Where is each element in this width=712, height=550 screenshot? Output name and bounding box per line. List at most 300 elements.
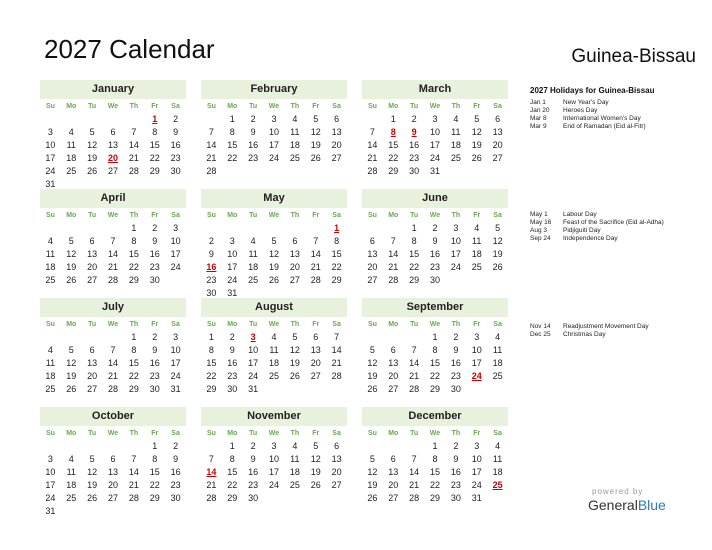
month-header: January	[40, 80, 186, 99]
day-cell: 20	[367, 262, 378, 272]
day-cell: 30	[227, 384, 238, 394]
day-cell: 9	[152, 236, 158, 246]
day-cell: 17	[248, 358, 259, 368]
weekday-label: Su	[367, 103, 377, 110]
day-cell: 15	[128, 358, 139, 368]
day-cell: 4	[474, 223, 480, 233]
weekday-label: We	[107, 430, 119, 437]
day-cell: 22	[128, 262, 139, 272]
day-cell: 24	[45, 166, 56, 176]
day-cell: 28	[128, 493, 139, 503]
month-header: October	[40, 407, 186, 426]
day-cell: 21	[409, 371, 420, 381]
day-cell: 16	[170, 140, 181, 150]
day-cell: 17	[170, 249, 181, 259]
day-cell: 22	[227, 153, 238, 163]
month-november	[201, 407, 347, 505]
day-cell: 27	[289, 275, 300, 285]
weekday-label: Sa	[493, 212, 502, 219]
day-cell: 26	[367, 384, 378, 394]
day-cell: 2	[173, 114, 179, 124]
day-cell: 25	[45, 275, 56, 285]
weekday-label: Tu	[410, 212, 419, 219]
day-cell: 2	[432, 223, 438, 233]
day-cell: 5	[313, 114, 319, 124]
day-cell: 22	[331, 262, 342, 272]
day-cell: 2	[208, 236, 214, 246]
day-cell: 7	[411, 454, 417, 464]
day-cell: 5	[89, 127, 95, 137]
day-cell: 11	[290, 454, 300, 464]
day-cell: 27	[492, 153, 503, 163]
empty-cell	[40, 222, 61, 235]
day-cell: 6	[390, 454, 396, 464]
day-cell: 23	[429, 262, 440, 272]
day-cell: 19	[310, 467, 321, 477]
day-cell: 28	[331, 371, 342, 381]
day-cell: 2	[250, 441, 256, 451]
weekday-label: Su	[45, 321, 55, 328]
day-cell: 29	[409, 275, 420, 285]
day-cell: 31	[429, 166, 440, 176]
day-cell: 26	[87, 493, 98, 503]
holiday-name: Feast of the Sacrifice (Eid al-Adha)	[563, 219, 664, 226]
day-cell: 13	[87, 249, 98, 259]
weekday-label: Th	[129, 321, 139, 328]
empty-cell	[201, 113, 222, 126]
day-cell: 6	[110, 454, 116, 464]
day-cell: 16	[170, 467, 181, 477]
holidays-title: 2027 Holidays for Guinea-Bissau	[530, 86, 655, 95]
day-cell: 11	[269, 345, 279, 355]
day-cell: 11	[66, 140, 76, 150]
day-cell: 26	[367, 493, 378, 503]
day-cell: 19	[87, 480, 98, 490]
day-cell: 9	[453, 454, 459, 464]
day-cell: 10	[248, 345, 259, 355]
day-cell: 18	[289, 140, 300, 150]
day-cell: 26	[471, 153, 482, 163]
day-cell: 24	[268, 480, 279, 490]
day-cell: 3	[173, 223, 179, 233]
day-cell: 27	[367, 275, 378, 285]
day-cell: 4	[495, 441, 501, 451]
weekday-label: Sa	[171, 430, 180, 437]
day-cell: 14	[409, 467, 420, 477]
day-cell: 18	[268, 358, 279, 368]
holiday-name: End of Ramadan (Eid al-Fitr)	[563, 123, 646, 130]
weekday-label: Fr	[473, 212, 481, 219]
day-cell: 27	[331, 153, 342, 163]
day-cell: 2	[453, 332, 459, 342]
day-cell: 23	[206, 275, 217, 285]
holiday-name: Independence Day	[563, 235, 618, 242]
weekday-label: Su	[367, 212, 377, 219]
day-cell: 20	[388, 480, 399, 490]
day-cell: 28	[128, 166, 139, 176]
weekday-label: Th	[290, 321, 300, 328]
month-header: February	[201, 80, 347, 99]
weekday-label: Tu	[88, 430, 97, 437]
holiday-row	[530, 211, 706, 219]
day-cell: 1	[390, 114, 396, 124]
day-cell: 6	[292, 236, 298, 246]
brand-logo	[588, 497, 666, 513]
day-cell: 14	[310, 249, 321, 259]
day-cell: 27	[87, 275, 98, 285]
holiday-name: Heroes Day	[563, 107, 598, 114]
day-cell: 20	[87, 262, 98, 272]
day-cell: 16	[450, 467, 461, 477]
empty-cell	[40, 440, 61, 453]
day-cell: 16	[149, 358, 160, 368]
day-cell: 25	[450, 153, 461, 163]
empty-cell	[40, 331, 61, 344]
empty-cell	[40, 113, 61, 126]
day-cell: 15	[227, 140, 238, 150]
day-cell: 6	[334, 114, 340, 124]
day-cell: 27	[107, 493, 118, 503]
holiday-name: International Women's Day	[563, 115, 641, 122]
day-cell: 8	[152, 127, 158, 137]
day-cell: 15	[128, 249, 139, 259]
day-cell: 26	[87, 166, 98, 176]
day-cell: 3	[271, 441, 277, 451]
month-header: June	[362, 189, 508, 208]
holiday-date: Mar 8	[530, 115, 547, 122]
weekday-label: Tu	[410, 321, 419, 328]
day-cell: 6	[110, 127, 116, 137]
day-cell: 7	[411, 345, 417, 355]
day-cell: 17	[471, 358, 482, 368]
day-cell: 2	[411, 114, 417, 124]
day-cell: 12	[66, 249, 77, 259]
empty-cell	[383, 440, 404, 453]
day-cell: 13	[492, 127, 503, 137]
weekday-label: Sa	[332, 321, 341, 328]
day-cell: 23	[248, 153, 259, 163]
day-cell: 16	[248, 140, 259, 150]
day-cell: 11	[248, 249, 258, 259]
empty-cell	[383, 222, 404, 235]
weekday-label: Sa	[171, 321, 180, 328]
day-cell: 30	[149, 275, 160, 285]
day-cell: 9	[453, 345, 459, 355]
day-cell: 29	[149, 493, 160, 503]
country-name: Guinea-Bissau	[571, 46, 696, 67]
day-cell: 5	[369, 345, 375, 355]
day-cell: 20	[388, 371, 399, 381]
weekday-label: Mo	[388, 321, 399, 328]
day-cell: 22	[409, 262, 420, 272]
weekday-label: Fr	[473, 321, 481, 328]
weekday-label: Mo	[227, 321, 238, 328]
empty-cell	[201, 440, 222, 453]
day-cell: 15	[149, 140, 160, 150]
month-june	[362, 189, 508, 287]
day-cell: 13	[331, 454, 342, 464]
day-cell: 21	[331, 358, 342, 368]
empty-cell	[404, 331, 425, 344]
day-cell: 28	[310, 275, 321, 285]
day-cell: 25	[289, 480, 300, 490]
weekday-label: Th	[129, 103, 139, 110]
weekday-label: Tu	[88, 212, 97, 219]
day-cell: 31	[227, 288, 238, 298]
day-cell: 18	[450, 140, 461, 150]
day-cell: 4	[68, 454, 74, 464]
page-title: 2027 Calendar	[44, 34, 215, 64]
day-cell: 23	[149, 262, 160, 272]
holiday-day: 16	[206, 262, 217, 272]
weekday-label: Tu	[249, 103, 258, 110]
weekday-label: We	[268, 321, 280, 328]
day-cell: 24	[170, 262, 181, 272]
day-cell: 16	[409, 140, 420, 150]
month-header: April	[40, 189, 186, 208]
day-cell: 10	[227, 249, 238, 259]
day-cell: 31	[471, 493, 482, 503]
day-cell: 24	[429, 153, 440, 163]
day-cell: 18	[492, 358, 503, 368]
month-march	[362, 80, 508, 178]
day-cell: 6	[334, 441, 340, 451]
empty-cell	[284, 222, 305, 235]
day-cell: 7	[334, 332, 340, 342]
holiday-list-3	[530, 323, 706, 339]
day-cell: 14	[367, 140, 378, 150]
day-cell: 7	[110, 345, 116, 355]
day-cell: 29	[429, 493, 440, 503]
holiday-date: Mar 9	[530, 123, 547, 130]
day-cell: 11	[472, 236, 482, 246]
day-cell: 3	[229, 236, 235, 246]
day-cell: 30	[206, 288, 217, 298]
weekday-label: Fr	[473, 103, 481, 110]
day-cell: 28	[107, 275, 118, 285]
day-cell: 21	[107, 262, 118, 272]
weekday-label: Mo	[388, 430, 399, 437]
day-cell: 25	[248, 275, 259, 285]
weekday-label: Th	[290, 212, 300, 219]
day-cell: 26	[66, 384, 77, 394]
day-cell: 22	[149, 153, 160, 163]
day-cell: 21	[206, 153, 217, 163]
day-cell: 11	[451, 127, 461, 137]
holiday-day: 8	[390, 127, 396, 137]
day-cell: 9	[250, 127, 256, 137]
day-cell: 4	[47, 345, 53, 355]
weekday-label: Th	[451, 103, 461, 110]
day-cell: 1	[432, 332, 438, 342]
weekday-label: Su	[45, 430, 55, 437]
day-cell: 3	[432, 114, 438, 124]
day-cell: 1	[411, 223, 417, 233]
day-cell: 3	[453, 223, 459, 233]
day-cell: 18	[66, 480, 77, 490]
day-cell: 29	[331, 275, 342, 285]
weekday-label: We	[429, 212, 441, 219]
day-cell: 11	[66, 467, 76, 477]
weekday-label: Fr	[151, 103, 159, 110]
holiday-day: 1	[334, 223, 340, 233]
month-july	[40, 298, 186, 396]
day-cell: 14	[409, 358, 420, 368]
day-cell: 19	[471, 140, 482, 150]
day-cell: 16	[227, 358, 238, 368]
day-cell: 12	[367, 467, 378, 477]
day-cell: 26	[289, 371, 300, 381]
weekday-label: We	[107, 212, 119, 219]
day-cell: 17	[45, 153, 56, 163]
day-cell: 4	[271, 332, 277, 342]
holiday-day: 25	[492, 480, 503, 490]
brand-blue: Blue	[637, 497, 666, 513]
empty-cell	[103, 113, 124, 126]
day-cell: 21	[107, 371, 118, 381]
day-cell: 9	[250, 454, 256, 464]
day-cell: 7	[313, 236, 319, 246]
day-cell: 2	[453, 441, 459, 451]
day-cell: 10	[170, 236, 181, 246]
day-cell: 8	[152, 454, 158, 464]
weekday-label: Sa	[171, 103, 180, 110]
day-cell: 29	[128, 384, 139, 394]
day-cell: 30	[170, 493, 181, 503]
weekday-label: Fr	[151, 430, 159, 437]
day-cell: 6	[495, 114, 501, 124]
weekday-label: Fr	[312, 321, 320, 328]
day-cell: 27	[388, 493, 399, 503]
day-cell: 14	[107, 358, 118, 368]
holiday-name: Pidjiguiti Day	[563, 227, 601, 234]
empty-cell	[103, 331, 124, 344]
empty-cell	[305, 222, 326, 235]
day-cell: 16	[149, 249, 160, 259]
day-cell: 12	[310, 454, 321, 464]
day-cell: 17	[450, 249, 461, 259]
weekday-label: We	[429, 430, 441, 437]
day-cell: 20	[331, 140, 342, 150]
day-cell: 9	[152, 345, 158, 355]
day-cell: 22	[206, 371, 217, 381]
day-cell: 15	[388, 140, 399, 150]
day-cell: 27	[331, 480, 342, 490]
day-cell: 3	[474, 332, 480, 342]
holiday-row	[530, 331, 706, 339]
day-cell: 17	[227, 262, 238, 272]
day-cell: 11	[492, 345, 503, 355]
weekday-label: Tu	[410, 430, 419, 437]
day-cell: 25	[471, 262, 482, 272]
empty-cell	[383, 331, 404, 344]
day-cell: 23	[450, 480, 461, 490]
day-cell: 30	[170, 166, 181, 176]
day-cell: 13	[310, 345, 321, 355]
day-cell: 13	[289, 249, 300, 259]
weekday-label: Fr	[312, 212, 320, 219]
day-cell: 21	[367, 153, 378, 163]
day-cell: 13	[388, 467, 399, 477]
day-cell: 4	[292, 441, 298, 451]
day-cell: 12	[268, 249, 279, 259]
day-cell: 24	[268, 153, 279, 163]
holiday-date: May 1	[530, 211, 548, 218]
empty-cell	[103, 440, 124, 453]
day-cell: 16	[450, 358, 461, 368]
month-january	[40, 80, 186, 191]
day-cell: 26	[66, 275, 77, 285]
day-cell: 25	[268, 371, 279, 381]
day-cell: 13	[107, 467, 118, 477]
day-cell: 19	[87, 153, 98, 163]
day-cell: 30	[149, 384, 160, 394]
empty-cell	[82, 222, 103, 235]
day-cell: 19	[367, 371, 378, 381]
weekday-label: Fr	[473, 430, 481, 437]
holiday-row	[530, 235, 706, 243]
day-cell: 30	[409, 166, 420, 176]
empty-cell	[362, 113, 383, 126]
day-cell: 2	[173, 441, 179, 451]
holiday-name: Christmas Day	[563, 331, 606, 338]
day-cell: 9	[208, 249, 214, 259]
day-cell: 30	[450, 384, 461, 394]
day-cell: 13	[107, 140, 118, 150]
weekday-label: Su	[206, 212, 216, 219]
day-cell: 6	[390, 345, 396, 355]
day-cell: 21	[128, 153, 139, 163]
day-cell: 14	[128, 467, 139, 477]
day-cell: 7	[369, 127, 375, 137]
weekday-label: We	[268, 212, 280, 219]
day-cell: 10	[268, 127, 279, 137]
day-cell: 28	[409, 384, 420, 394]
holiday-row	[530, 219, 706, 227]
day-cell: 23	[170, 153, 181, 163]
day-cell: 29	[227, 493, 238, 503]
day-cell: 23	[409, 153, 420, 163]
empty-cell	[243, 222, 264, 235]
day-cell: 17	[268, 467, 279, 477]
day-cell: 17	[471, 467, 482, 477]
day-cell: 11	[492, 454, 503, 464]
day-cell: 14	[128, 140, 139, 150]
day-cell: 1	[131, 332, 137, 342]
day-cell: 2	[152, 223, 158, 233]
day-cell: 28	[107, 384, 118, 394]
day-cell: 3	[173, 332, 179, 342]
month-header: July	[40, 298, 186, 317]
day-cell: 5	[495, 223, 501, 233]
month-september	[362, 298, 508, 396]
holiday-date: Sep 24	[530, 235, 551, 242]
day-cell: 21	[409, 480, 420, 490]
day-cell: 4	[68, 127, 74, 137]
month-may	[201, 189, 347, 300]
day-cell: 23	[227, 371, 238, 381]
day-cell: 30	[429, 275, 440, 285]
day-cell: 17	[170, 358, 181, 368]
day-cell: 29	[429, 384, 440, 394]
day-cell: 10	[45, 467, 56, 477]
day-cell: 19	[492, 249, 503, 259]
weekday-label: Sa	[332, 212, 341, 219]
day-cell: 29	[388, 166, 399, 176]
holiday-day: 20	[107, 153, 118, 163]
holiday-date: Jan 1	[530, 99, 546, 106]
day-cell: 29	[149, 166, 160, 176]
